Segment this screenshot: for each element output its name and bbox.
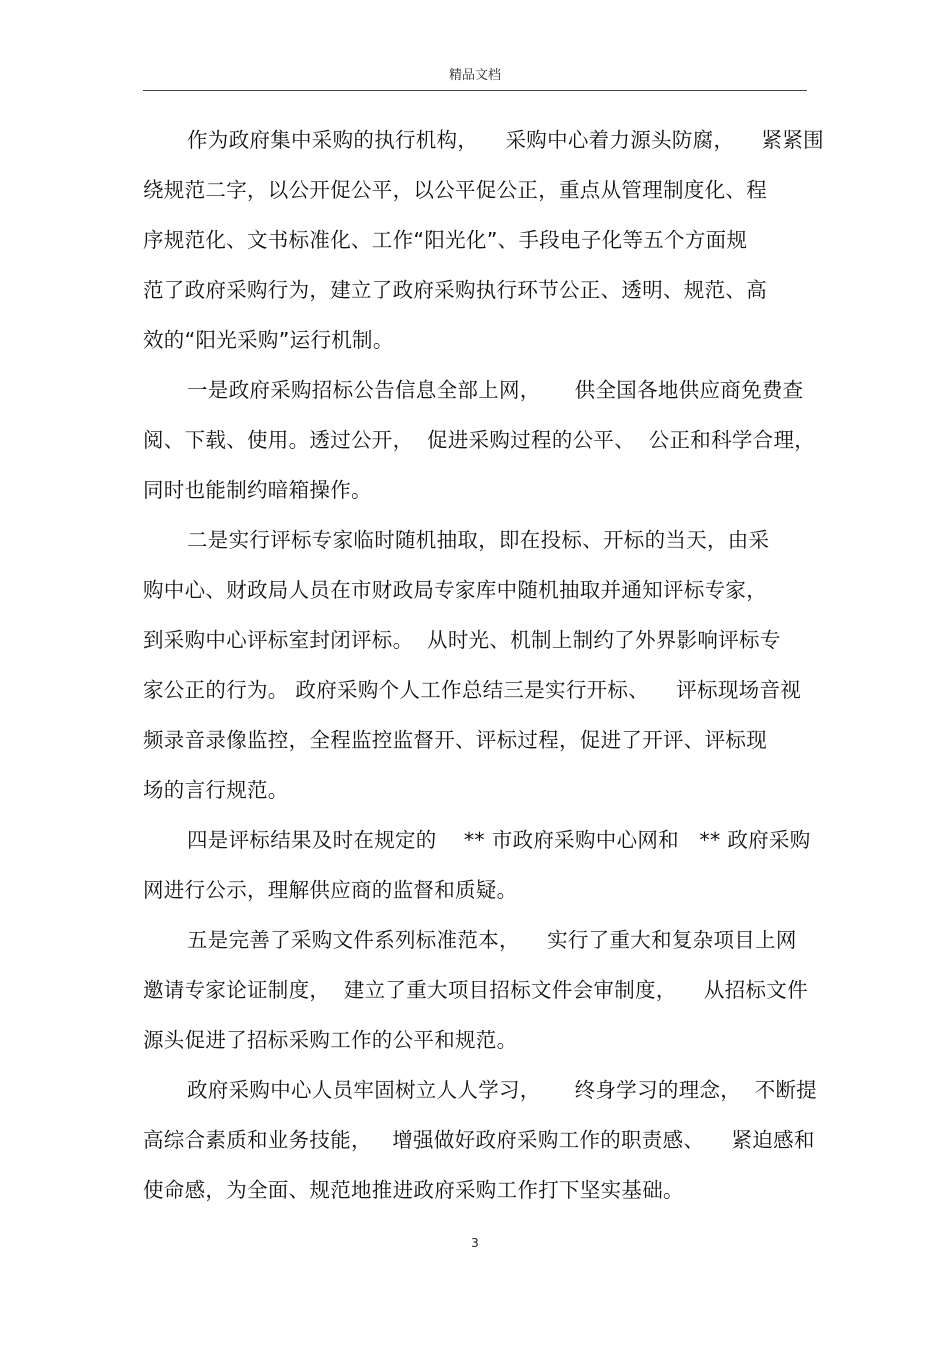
text-line: 场的言行规范。 [143,778,289,802]
text-line: 购中心、财政局人员在市财政局专家库中随机抽取并通知评标专家， [143,578,767,602]
text-line: 家公正的行为。 政府采购个人工作总结三是实行开标、 评标现场音视 [143,678,802,702]
paragraph [143,522,807,822]
text-line: 序规范化、文书标准化、工作“阳光化”、手段电子化等五个方面规 [143,228,748,252]
text-line: 邀请专家论证制度， 建立了重大项目招标文件会审制度， 从招标文件 [143,978,808,1002]
header-divider [143,90,807,91]
text-line: 效的“阳光采购”运行机制。 [143,328,394,352]
paragraph [143,822,811,922]
text-line: 网进行公示，理解供应商的监督和质疑。 [143,878,518,902]
paragraph [143,122,824,372]
text-line: 绕规范二字，以公开促公平，以公平促公正，重点从管理制度化、程 [143,178,767,202]
text-line: 高综合素质和业务技能， 增强做好政府采购工作的职责感、 紧迫感和 [143,1128,815,1152]
text-line: 范了政府采购行为，建立了政府采购执行环节公正、透明、规范、高 [143,278,767,302]
paragraph [143,922,807,1072]
text-line: 使命感，为全面、规范地推进政府采购工作打下坚实基础。 [143,1178,684,1202]
text-line: 频录音录像监控，全程监控监督开、评标过程，促进了开评、评标现 [143,728,767,752]
text-line: 阅、下载、使用。透过公开， 促进采购过程的公平、 公正和科学合理， [143,428,816,452]
text-line: 四是评标结果及时在规定的 ** 市政府采购中心网和 ** 政府采购 [187,828,811,852]
text-line: 到采购中心评标室封闭评标。 从时光、机制上制约了外界影响评标专 [143,628,781,652]
text-line: 源头促进了招标采购工作的公平和规范。 [143,1028,518,1052]
paragraph [143,372,816,522]
text-line: 五是完善了采购文件系列标准范本， 实行了重大和复杂项目上网 [187,928,797,952]
text-line: 二是实行评标专家临时随机抽取，即在投标、开标的当天，由采 [187,528,770,552]
paragraph [143,1072,818,1222]
text-line: 政府采购中心人员牢固树立人人学习， 终身学习的理念， 不断提 [187,1078,818,1102]
page-number: 3 [471,1236,479,1250]
page-header: 精品文档 [448,68,501,83]
document-body [143,122,824,1222]
text-line: 同时也能制约暗箱操作。 [143,478,372,502]
text-line: 一是政府采购招标公告信息全部上网， 供全国各地供应商免费查 [187,378,804,402]
text-line: 作为政府集中采购的执行机构， 采购中心着力源头防腐， 紧紧围 [187,128,824,152]
